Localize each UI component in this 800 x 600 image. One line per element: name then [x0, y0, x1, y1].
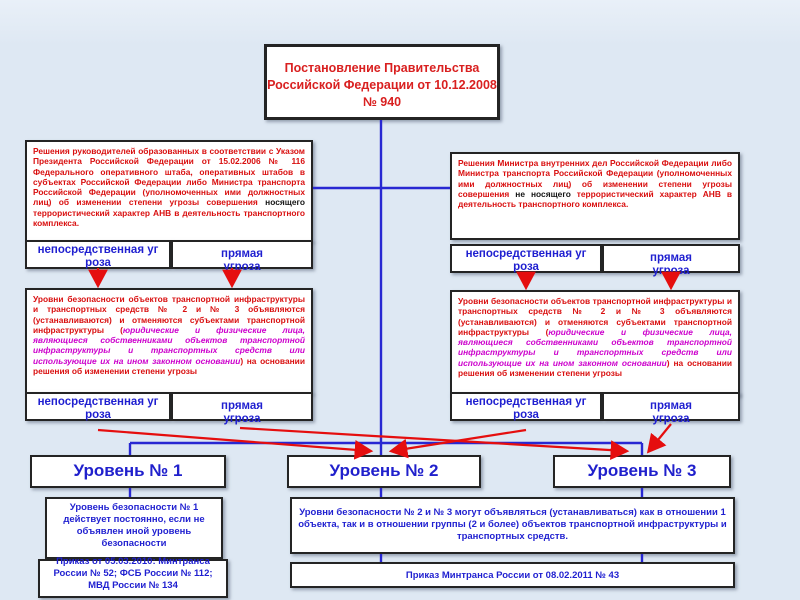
threat-label: непосредственная угроза [465, 396, 587, 421]
decision-left-highlight: носящего [265, 197, 305, 208]
threat-label: прямая угроза [221, 248, 263, 273]
order-2010-text: Приказ от 05.03.2010: Минтранса России № 52; ФСБ России № 112; МВД России № 134 [53, 556, 213, 591]
threat-box-immediate-left-top [25, 240, 171, 269]
title-box [264, 44, 500, 120]
threat-label: прямая угроза [221, 400, 263, 425]
decision-right-pre: Решения Министра внутренних дел Российской Федерации либо Министра транспорта Российской Федерации (уполномоченных ими должностных лиц) об изменении степени угрозы совершения [458, 158, 732, 199]
threat-box-direct-right-bottom [602, 392, 740, 425]
security-levels-box-left [25, 288, 313, 394]
decision-box-nonterror-threat [450, 152, 740, 240]
threat-label: непосредственная угроза [37, 244, 159, 269]
threat-label: непосредственная угроза [465, 248, 587, 273]
threat-box-direct-left-bottom [171, 392, 313, 425]
title-text: Постановление Правительства Российской Федерации от 10.12.2008 № 940 [267, 61, 497, 109]
order-2010-box [38, 556, 228, 598]
levels-box-pre: Уровни безопасности объектов транспортной инфраструктуры и транспортных средств № 2 и № 3 объявляются (устанавливаются) и отменяются субъектами транспортной инфраструктуры ( [458, 296, 732, 337]
threat-label: прямая угроза [650, 252, 692, 277]
threat-label: непосредственная угроза [37, 396, 159, 421]
levels23-note-box [290, 497, 735, 554]
threat-label: прямая угроза [650, 400, 692, 425]
level-1-box [30, 455, 226, 488]
security-levels-box-right [450, 290, 740, 396]
levels-box-post: ) на основании решения об изменении степени угрозы [458, 357, 732, 379]
levels-box-italic: юридические и физические лица, являющиеся собственниками объектов транспортной инфраструктуры и транспортных средств или использующие их на ином законном основании [33, 324, 305, 366]
decision-right-post: террористический характер АНВ в деятельность транспортного комплекса. [458, 188, 732, 210]
level1-note-text: Уровень безопасности № 1 действует постоянно, если не объявлен иной уровень безопасности [63, 502, 205, 549]
decision-right-highlight: не носящего [515, 188, 571, 199]
levels23-note-text: Уровни безопасности № 2 и № 3 могут объявляться (устанавливаться) как в отношении 1 объекта, так и в отношении группы (2 и более) объектов транспортной инфраструктуры и транспортных средств. [298, 507, 727, 542]
threat-box-immediate-right-bottom [450, 392, 602, 421]
level-3-label: Уровень № 3 [587, 461, 697, 480]
decision-left-post: террористический характер АНВ в деятельность транспортного комплекса. [33, 207, 305, 229]
threat-box-immediate-left-bottom [25, 392, 171, 421]
order-2011-text: Приказ Минтранса России от 08.02.2011 № 43 [405, 570, 620, 581]
level-2-box [287, 455, 481, 488]
level-3-box [553, 455, 731, 488]
levels-box-post: ) на основании решения об изменении степени угрозы [33, 355, 305, 377]
level1-note-box [45, 497, 223, 559]
decision-left-pre: Решения руководителей образованных в соответствии с Указом Президента Российской Федерации от 15.02.2006 № 116 Федерального оперативного штаба, оперативных штабов в субъектах Российской Федерации либо Министра транспорта Российской Федерации (уполномоченных ими должностных лиц) об изменении степени угрозы совершения [33, 146, 305, 208]
levels-box-italic: юридические и физические лица, являющиеся собственниками объектов транспортной инфраструктуры и транспортных средств или использующие их на ином законном основании [458, 326, 732, 368]
level-2-label: Уровень № 2 [329, 461, 439, 480]
threat-box-direct-right-top [602, 244, 740, 277]
threat-box-immediate-right-top [450, 244, 602, 273]
level-1-label: Уровень № 1 [73, 461, 183, 480]
decision-box-terror-threat [25, 140, 313, 242]
order-2011-box [290, 562, 735, 588]
levels-box-pre: Уровни безопасности объектов транспортной инфраструктуры и транспортных средств № 2 и № 3 объявляются (устанавливаются) и отменяются субъектами транспортной инфраструктуры ( [33, 294, 305, 335]
threat-box-direct-left-top [171, 240, 313, 273]
